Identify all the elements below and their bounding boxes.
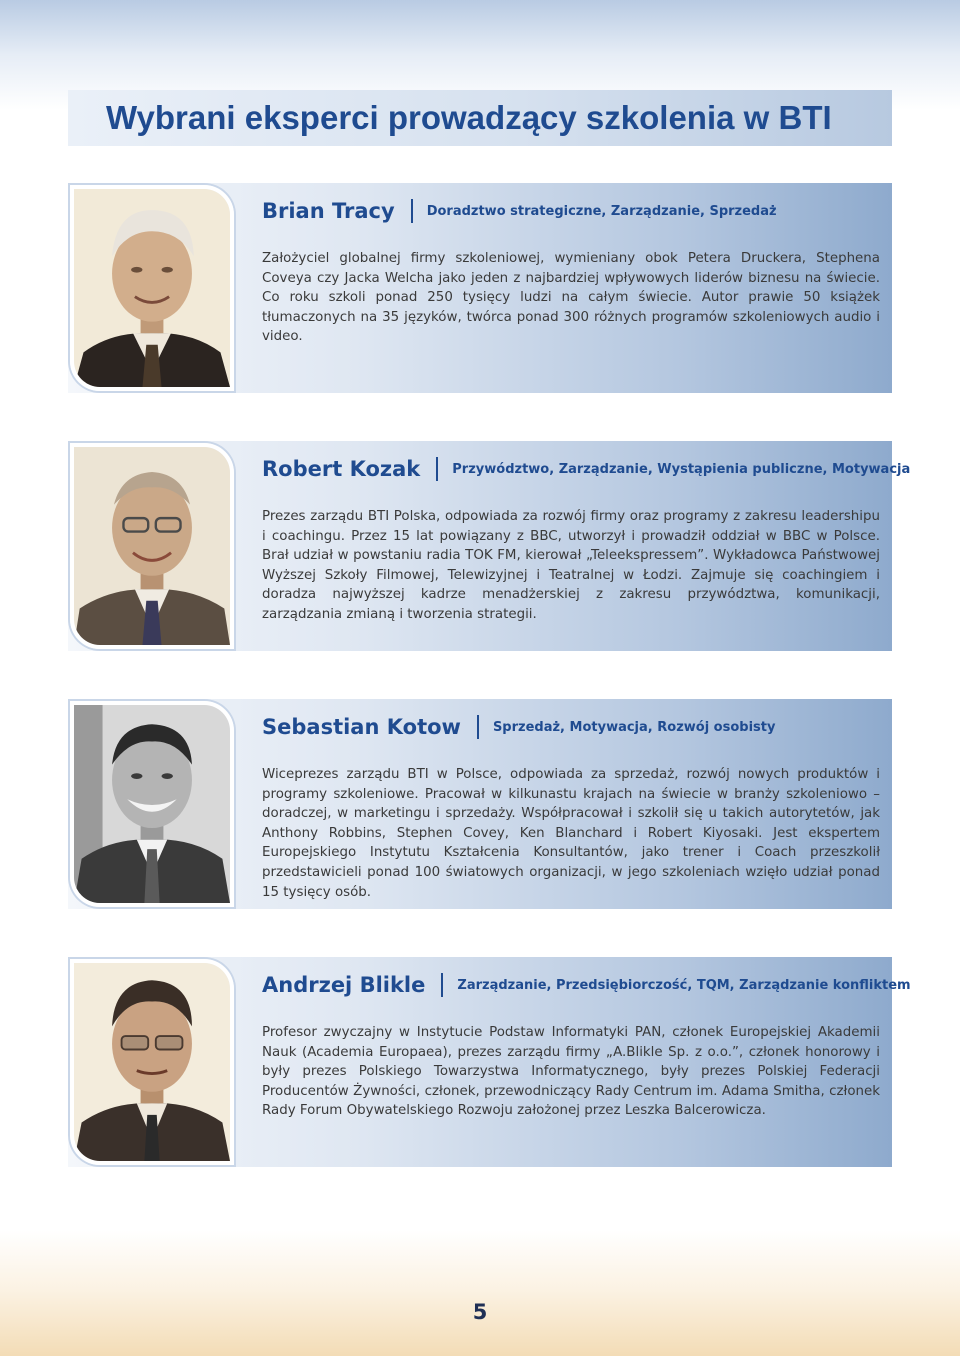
expert-card-4 bbox=[68, 957, 911, 1167]
page-title: Wybrani eksperci prowadzący szkolenia w BTI bbox=[106, 99, 832, 136]
expert-areas: Doradztwo strategiczne, Zarządzanie, Sprzedaż bbox=[426, 203, 777, 219]
expert-name: Robert Kozak bbox=[262, 457, 421, 481]
expert-bio: Założyciel globalnej firmy szkoleniowej, wymieniany obok Petera Druckera, Stephena Coveya czy Jacka Welcha jako jeden z najbardziej wpływowych liderów biznesu na świecie. Co roku szkoli ponad 250 tysięcy ludzi na całym świecie. Autor prawie 50 książek tłumaczonych na 35 języków, twórca ponad 300 różnych programów szkoleniowych audio i video. bbox=[262, 251, 880, 345]
expert-name: Brian Tracy bbox=[262, 199, 395, 223]
expert-card-2 bbox=[68, 441, 911, 651]
expert-areas: Przywództwo, Zarządzanie, Wystąpienia publiczne, Motywacja bbox=[452, 461, 911, 477]
expert-photo bbox=[70, 701, 234, 907]
expert-header bbox=[262, 973, 911, 997]
expert-name: Sebastian Kotow bbox=[262, 715, 461, 739]
expert-areas: Sprzedaż, Motywacja, Rozwój osobisty bbox=[492, 719, 776, 735]
expert-photo bbox=[70, 185, 234, 391]
expert-bio: Wiceprezes zarządu BTI w Polsce, odpowiada za sprzedaż, rozwój nowych produktów i programy szkoleniowe. Pracował w kilkunastu krajach na świecie w branży szkoleniowo – doradczej, w marketingu i sprzedaży. Współpracował i szkolił się u takich autorytetów, jak Anthony Robbins, Stephen Covey, Ken Blanchard i Robert Kiyosaki. Jest ekspertem Europejskiego Instytutu Kształcenia Konsultantów, jako trener i Coach przeszkolił przedstawicieli ponad 100 światowych organizacji, w jego szkoleniach wzięło udział ponad 15 tysięcy osób. bbox=[262, 767, 880, 900]
expert-card-1 bbox=[68, 183, 892, 393]
expert-card-3 bbox=[68, 699, 892, 909]
expert-bio: Prezes zarządu BTI Polska, odpowiada za rozwój firmy oraz programy z zakresu leadershipu i coachingu. Przez 15 lat powiązany z BBC, utworzył i prowadził oddział w BBC w Polsce. Brał udział w powstaniu radia TOK FM, kierował „Teleekspressem”. Wykładowca Państwowej Wyższej Szkoły Filmowej, Telewizyjnej i Teatralnej w Łodzi. Zajmuje się coachingiem i doradza najwyższej kadrze menadżerskiej z zakresu przywództwa, komunikacji, zarządzania zmianą i tworzenia strategii. bbox=[262, 509, 880, 622]
page-number: 5 bbox=[472, 1300, 488, 1324]
title-bar bbox=[68, 90, 892, 146]
expert-bio: Profesor zwyczajny w Instytucie Podstaw Informatyki PAN, członek Europejskiej Akademii Nauk (Academia Europaea), prezes zarządu firmy „A.Blikle Sp. z o.o.”, członek honorowy i były prezes Polskiego Towarzystwa Informatycznego, były prezes Polskiej Federacji Producentów Żywności, członek, przewodniczący Rady Centrum im. Adama Smitha, członek Rady Forum Obywatelskiego Rozwoju założonej przez Leszka Balcerowicza. bbox=[262, 1025, 880, 1119]
expert-header bbox=[262, 457, 910, 481]
expert-areas: Zarządzanie, Przedsiębiorczość, TQM, Zarządzanie konfliktem bbox=[457, 977, 911, 993]
expert-photo bbox=[70, 959, 234, 1165]
expert-header bbox=[262, 715, 775, 739]
header-separator bbox=[441, 973, 443, 997]
expert-photo bbox=[70, 443, 234, 649]
header-separator bbox=[477, 715, 479, 739]
expert-header bbox=[262, 199, 777, 223]
header-separator bbox=[436, 457, 438, 481]
header-separator bbox=[411, 199, 413, 223]
expert-name: Andrzej Blikle bbox=[262, 973, 426, 997]
